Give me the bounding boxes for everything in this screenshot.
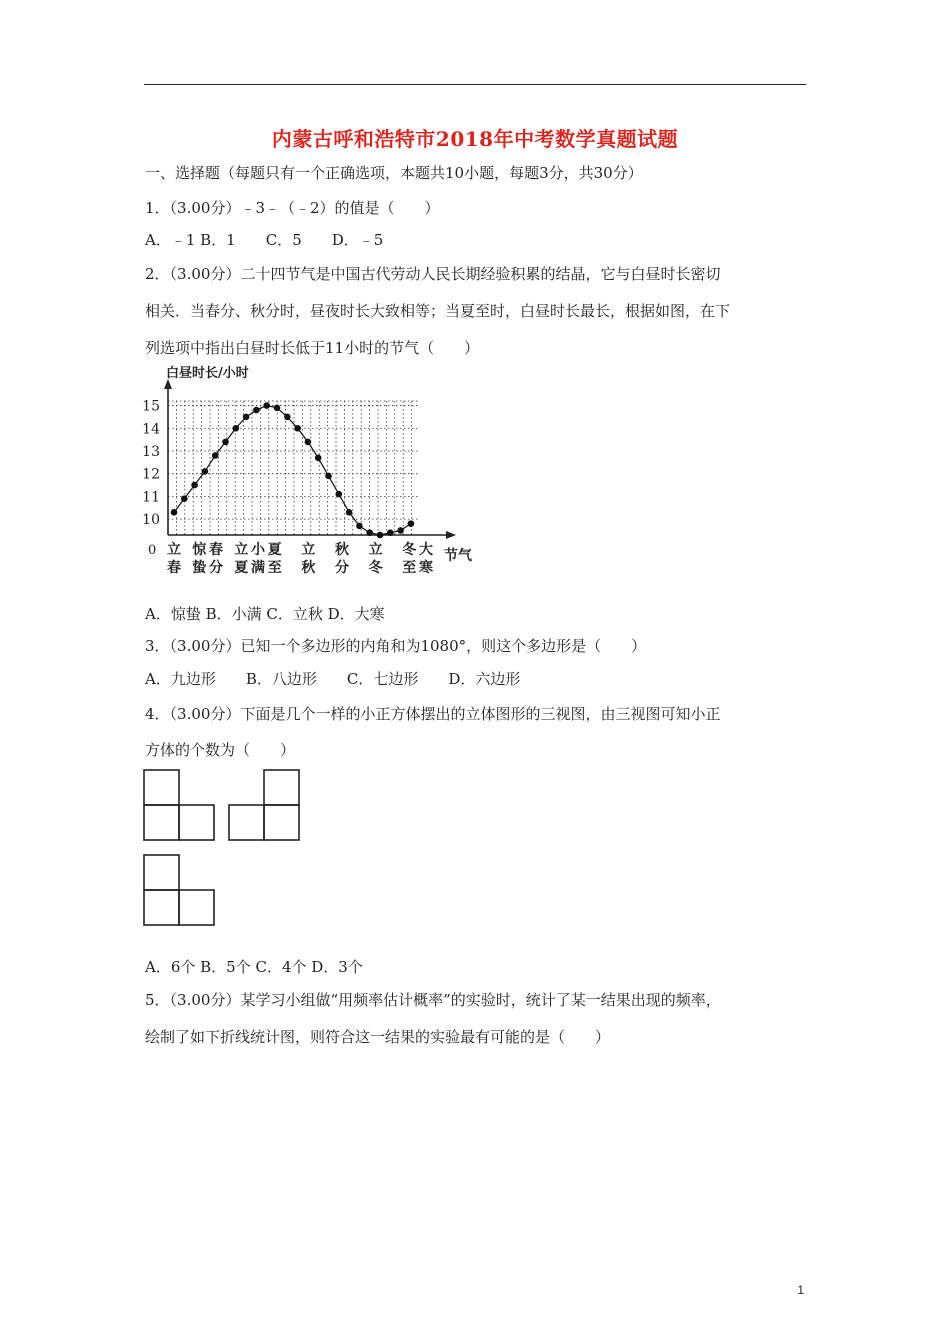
q2-stem-line1: 2．（3.00分）二十四节气是中国古代劳动人民长期经验积累的结晶，它与白昼时长密切 — [145, 265, 721, 283]
data-point — [243, 414, 250, 421]
front-view-square — [179, 805, 214, 840]
data-point — [397, 527, 404, 534]
data-point — [346, 509, 353, 516]
x-tick-label: 夏 — [234, 560, 249, 576]
x-tick-label: 冬 — [402, 542, 417, 558]
document-title: 内蒙古呼和浩特市2018年中考数学真题试题 — [271, 127, 679, 151]
x-tick-label: 秋 — [301, 560, 316, 576]
x-tick-label: 秋 — [335, 542, 349, 558]
side-view-square — [229, 805, 264, 840]
data-point — [191, 482, 198, 489]
x-axis-arrow — [446, 531, 456, 539]
data-point — [253, 407, 260, 414]
y-tick-label: 11 — [142, 489, 160, 506]
data-point — [377, 532, 384, 539]
data-point — [222, 439, 229, 446]
data-point — [356, 523, 363, 530]
header-rule — [144, 84, 806, 85]
x-tick-labels — [167, 541, 433, 576]
data-point — [202, 468, 209, 475]
data-point — [336, 491, 343, 498]
q2-stem-line3: 列选项中指出白昼时长低于11小时的节气（ ） — [145, 339, 480, 357]
side-view — [229, 770, 299, 840]
origin-label: 0 — [148, 543, 157, 558]
x-tick-label: 春 — [167, 560, 181, 576]
data-point — [171, 509, 178, 516]
top-view — [144, 855, 214, 925]
y-tick-label: 13 — [142, 443, 160, 460]
q5-stem-line2: 绘制了如下折线统计图，则符合这一结果的实验最有可能的是（ ） — [145, 1028, 611, 1046]
y-tick-label: 10 — [142, 512, 160, 529]
section-heading: 一、选择题（每题只有一个正确选项，本题共10小题，每题3分，共30分） — [145, 164, 643, 182]
front-view-square — [144, 805, 179, 840]
side-view-square — [264, 805, 299, 840]
q3-options: A．九边形 B．八边形 C．七边形 D．六边形 — [145, 670, 521, 688]
top-view-square — [144, 890, 179, 925]
daylength-chart — [138, 360, 490, 582]
series-line — [174, 406, 411, 535]
x-tick-label: 立 — [368, 542, 383, 558]
x-tick-label: 小 — [251, 542, 265, 558]
x-axis-label: 节气 — [444, 548, 472, 564]
x-tick-label: 春 — [209, 542, 223, 558]
q4-options: A．6个 B．5个 C．4个 D．3个 — [145, 958, 363, 976]
page-number: 1 — [797, 1283, 804, 1297]
q3-stem: 3．（3.00分）已知一个多边形的内角和为1080°，则这个多边形是（ ） — [145, 637, 647, 655]
data-point — [263, 402, 270, 409]
front-view-square — [144, 770, 179, 805]
side-view-square — [264, 770, 299, 805]
data-point — [212, 452, 219, 459]
x-tick-label: 至 — [402, 560, 417, 576]
q2-stem-line2: 相关．当春分、秋分时，昼夜时长大致相等；当夏至时，白昼时长最长，根据如图，在下 — [145, 302, 731, 320]
top-view-square — [144, 855, 179, 890]
data-point — [233, 425, 240, 432]
data-point — [408, 520, 415, 527]
x-tick-label: 寒 — [419, 560, 433, 576]
front-view — [144, 770, 214, 840]
q5-stem-line1: 5．（3.00分）某学习小组做“用频率估计概率”的实验时，统计了某一结果出现的频率， — [145, 991, 721, 1009]
x-tick-label: 立 — [301, 542, 316, 558]
y-tick-label: 14 — [142, 421, 160, 438]
data-point — [325, 473, 332, 480]
data-point — [181, 495, 188, 502]
data-point — [366, 529, 373, 536]
x-tick-label: 立 — [234, 542, 249, 558]
q4-stem-line2: 方体的个数为（ ） — [145, 741, 296, 759]
y-axis-label: 白昼时长/小时 — [166, 366, 249, 381]
q1-options: A．﹣1 B．1 C．5 D．﹣5 — [145, 231, 384, 249]
data-point — [294, 425, 301, 432]
data-point — [387, 529, 394, 536]
q1-stem: 1．（3.00分）﹣3﹣（﹣2）的值是（ ） — [145, 199, 440, 217]
x-tick-label: 分 — [209, 560, 223, 576]
q4-stem-line1: 4．（3.00分）下面是几个一样的小正方体摆出的立体图形的三视图，由三视图可知小正 — [145, 705, 721, 723]
x-tick-label: 蛰 — [192, 560, 207, 576]
data-point — [274, 405, 281, 412]
chart-grid — [168, 401, 420, 535]
data-point — [315, 454, 322, 461]
x-tick-label: 分 — [335, 560, 349, 576]
x-tick-label: 立 — [167, 542, 181, 558]
data-point — [305, 439, 312, 446]
three-views-figure — [142, 768, 304, 928]
x-tick-label: 夏 — [267, 542, 282, 558]
x-tick-label: 满 — [251, 560, 265, 576]
y-tick-labels — [142, 399, 160, 529]
data-point — [284, 414, 291, 421]
y-tick-label: 15 — [142, 398, 160, 415]
y-tick-label: 12 — [142, 466, 160, 483]
x-tick-label: 惊 — [192, 542, 207, 558]
x-tick-label: 冬 — [368, 560, 383, 576]
x-tick-label: 至 — [267, 560, 282, 576]
q2-options: A．惊蛰 B．小满 C．立秋 D．大寒 — [145, 605, 385, 623]
x-tick-label: 大 — [419, 542, 433, 558]
top-view-square — [179, 890, 214, 925]
